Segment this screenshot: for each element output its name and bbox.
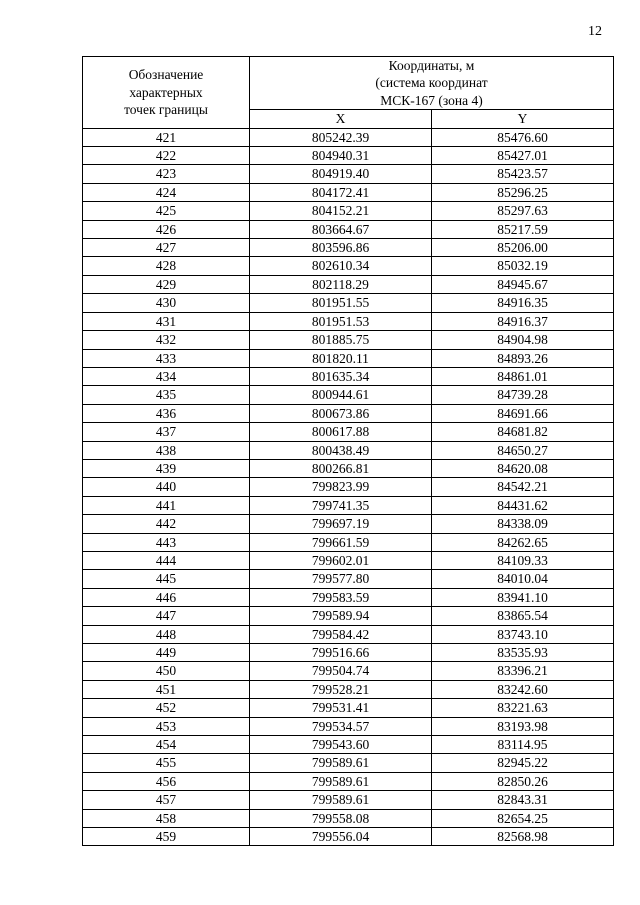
x-coordinate-cell: 801820.11 bbox=[250, 349, 432, 367]
point-id-cell: 448 bbox=[83, 625, 250, 643]
y-coordinate-cell: 84338.09 bbox=[432, 515, 614, 533]
x-coordinate-cell: 799602.01 bbox=[250, 551, 432, 569]
table-row bbox=[83, 662, 614, 680]
x-coordinate-cell: 800438.49 bbox=[250, 441, 432, 459]
point-id-cell: 442 bbox=[83, 515, 250, 533]
x-coordinate-cell: 800673.86 bbox=[250, 404, 432, 422]
point-id-cell: 458 bbox=[83, 809, 250, 827]
point-id-cell: 449 bbox=[83, 644, 250, 662]
point-id-cell: 436 bbox=[83, 404, 250, 422]
point-id-cell: 438 bbox=[83, 441, 250, 459]
y-column-header: Y bbox=[432, 110, 614, 128]
x-coordinate-cell: 799589.94 bbox=[250, 607, 432, 625]
y-coordinate-cell: 84620.08 bbox=[432, 459, 614, 477]
coordinates-title-line: МСК-167 (зона 4) bbox=[380, 92, 483, 108]
y-coordinate-cell: 84691.66 bbox=[432, 404, 614, 422]
x-coordinate-cell: 799528.21 bbox=[250, 680, 432, 698]
x-coordinate-cell: 799589.61 bbox=[250, 772, 432, 790]
point-id-cell: 452 bbox=[83, 699, 250, 717]
y-coordinate-cell: 84739.28 bbox=[432, 386, 614, 404]
y-coordinate-cell: 83221.63 bbox=[432, 699, 614, 717]
y-coordinate-cell: 82568.98 bbox=[432, 828, 614, 846]
y-coordinate-cell: 83396.21 bbox=[432, 662, 614, 680]
y-coordinate-cell: 84010.04 bbox=[432, 570, 614, 588]
table-row bbox=[83, 202, 614, 220]
point-id-cell: 440 bbox=[83, 478, 250, 496]
point-id-cell: 451 bbox=[83, 680, 250, 698]
y-coordinate-cell: 85297.63 bbox=[432, 202, 614, 220]
table-row bbox=[83, 533, 614, 551]
y-coordinate-cell: 84904.98 bbox=[432, 331, 614, 349]
table-row bbox=[83, 588, 614, 606]
point-id-cell: 424 bbox=[83, 183, 250, 201]
point-id-cell: 431 bbox=[83, 312, 250, 330]
table-row bbox=[83, 551, 614, 569]
table-header bbox=[83, 57, 614, 129]
point-id-cell: 441 bbox=[83, 496, 250, 514]
x-coordinate-cell: 799661.59 bbox=[250, 533, 432, 551]
table-row bbox=[83, 165, 614, 183]
table-row bbox=[83, 312, 614, 330]
x-coordinate-cell: 802610.34 bbox=[250, 257, 432, 275]
table-row bbox=[83, 809, 614, 827]
table-row bbox=[83, 515, 614, 533]
table-row bbox=[83, 294, 614, 312]
point-label-header bbox=[83, 57, 250, 129]
point-id-cell: 444 bbox=[83, 551, 250, 569]
x-coordinate-cell: 799584.42 bbox=[250, 625, 432, 643]
y-coordinate-cell: 84431.62 bbox=[432, 496, 614, 514]
point-id-cell: 435 bbox=[83, 386, 250, 404]
y-coordinate-cell: 84262.65 bbox=[432, 533, 614, 551]
point-id-cell: 437 bbox=[83, 423, 250, 441]
table-row bbox=[83, 128, 614, 146]
y-coordinate-cell: 83743.10 bbox=[432, 625, 614, 643]
y-coordinate-cell: 85032.19 bbox=[432, 257, 614, 275]
point-label-line: характерных bbox=[129, 84, 203, 100]
coordinates-title-line: (система координат bbox=[375, 75, 488, 91]
table-row bbox=[83, 644, 614, 662]
x-coordinate-cell: 799556.04 bbox=[250, 828, 432, 846]
point-label-line: точек границы bbox=[124, 102, 208, 118]
point-id-cell: 422 bbox=[83, 147, 250, 165]
point-id-cell: 439 bbox=[83, 459, 250, 477]
point-id-cell: 454 bbox=[83, 736, 250, 754]
y-coordinate-cell: 85206.00 bbox=[432, 239, 614, 257]
y-coordinate-cell: 84542.21 bbox=[432, 478, 614, 496]
coordinates-header bbox=[250, 57, 614, 110]
x-coordinate-cell: 803596.86 bbox=[250, 239, 432, 257]
y-coordinate-cell: 85427.01 bbox=[432, 147, 614, 165]
table-row bbox=[83, 349, 614, 367]
x-coordinate-cell: 799531.41 bbox=[250, 699, 432, 717]
y-coordinate-cell: 82850.26 bbox=[432, 772, 614, 790]
point-id-cell: 426 bbox=[83, 220, 250, 238]
x-coordinate-cell: 799823.99 bbox=[250, 478, 432, 496]
table-row bbox=[83, 791, 614, 809]
point-id-cell: 457 bbox=[83, 791, 250, 809]
table-row bbox=[83, 754, 614, 772]
point-id-cell: 450 bbox=[83, 662, 250, 680]
table-row bbox=[83, 367, 614, 385]
table-row bbox=[83, 717, 614, 735]
x-coordinate-cell: 799697.19 bbox=[250, 515, 432, 533]
table-row bbox=[83, 183, 614, 201]
point-id-cell: 446 bbox=[83, 588, 250, 606]
y-coordinate-cell: 83193.98 bbox=[432, 717, 614, 735]
x-coordinate-cell: 800266.81 bbox=[250, 459, 432, 477]
table-row bbox=[83, 331, 614, 349]
point-id-cell: 456 bbox=[83, 772, 250, 790]
x-coordinate-cell: 802118.29 bbox=[250, 275, 432, 293]
point-id-cell: 432 bbox=[83, 331, 250, 349]
point-id-cell: 421 bbox=[83, 128, 250, 146]
table-body bbox=[83, 128, 614, 846]
x-coordinate-cell: 799516.66 bbox=[250, 644, 432, 662]
point-id-cell: 429 bbox=[83, 275, 250, 293]
x-coordinate-cell: 800617.88 bbox=[250, 423, 432, 441]
point-id-cell: 428 bbox=[83, 257, 250, 275]
x-column-header: X bbox=[250, 110, 432, 128]
y-coordinate-cell: 84945.67 bbox=[432, 275, 614, 293]
table-row bbox=[83, 423, 614, 441]
y-coordinate-cell: 84893.26 bbox=[432, 349, 614, 367]
x-coordinate-cell: 800944.61 bbox=[250, 386, 432, 404]
point-label-line: Обозначение bbox=[128, 67, 204, 83]
page-number: 12 bbox=[588, 24, 602, 39]
point-id-cell: 433 bbox=[83, 349, 250, 367]
x-coordinate-cell: 799534.57 bbox=[250, 717, 432, 735]
y-coordinate-cell: 85476.60 bbox=[432, 128, 614, 146]
point-id-cell: 453 bbox=[83, 717, 250, 735]
x-coordinate-cell: 799504.74 bbox=[250, 662, 432, 680]
table-row bbox=[83, 404, 614, 422]
y-coordinate-cell: 83941.10 bbox=[432, 588, 614, 606]
table-row bbox=[83, 828, 614, 846]
point-id-cell: 425 bbox=[83, 202, 250, 220]
x-coordinate-cell: 804919.40 bbox=[250, 165, 432, 183]
x-coordinate-cell: 799558.08 bbox=[250, 809, 432, 827]
y-coordinate-cell: 84916.37 bbox=[432, 312, 614, 330]
coordinates-title-line: Координаты, м bbox=[388, 58, 475, 73]
table-row bbox=[83, 570, 614, 588]
x-coordinate-cell: 801635.34 bbox=[250, 367, 432, 385]
point-id-cell: 455 bbox=[83, 754, 250, 772]
table-row bbox=[83, 496, 614, 514]
point-id-cell: 430 bbox=[83, 294, 250, 312]
point-id-cell: 443 bbox=[83, 533, 250, 551]
table-row bbox=[83, 772, 614, 790]
y-coordinate-cell: 82654.25 bbox=[432, 809, 614, 827]
table-row bbox=[83, 147, 614, 165]
table-row bbox=[83, 239, 614, 257]
table-row bbox=[83, 607, 614, 625]
point-id-cell: 427 bbox=[83, 239, 250, 257]
y-coordinate-cell: 83865.54 bbox=[432, 607, 614, 625]
y-coordinate-cell: 83535.93 bbox=[432, 644, 614, 662]
y-coordinate-cell: 82843.31 bbox=[432, 791, 614, 809]
y-coordinate-cell: 84916.35 bbox=[432, 294, 614, 312]
table-row bbox=[83, 680, 614, 698]
point-id-cell: 423 bbox=[83, 165, 250, 183]
y-coordinate-cell: 83114.95 bbox=[432, 736, 614, 754]
x-coordinate-cell: 799583.59 bbox=[250, 588, 432, 606]
x-coordinate-cell: 799589.61 bbox=[250, 791, 432, 809]
table-row bbox=[83, 736, 614, 754]
y-coordinate-cell: 84650.27 bbox=[432, 441, 614, 459]
table-row bbox=[83, 459, 614, 477]
x-coordinate-cell: 799543.60 bbox=[250, 736, 432, 754]
boundary-points-table bbox=[82, 56, 614, 846]
x-coordinate-cell: 799577.80 bbox=[250, 570, 432, 588]
point-id-cell: 434 bbox=[83, 367, 250, 385]
x-coordinate-cell: 803664.67 bbox=[250, 220, 432, 238]
y-coordinate-cell: 85217.59 bbox=[432, 220, 614, 238]
x-coordinate-cell: 801951.53 bbox=[250, 312, 432, 330]
y-coordinate-cell: 85296.25 bbox=[432, 183, 614, 201]
x-coordinate-cell: 801951.55 bbox=[250, 294, 432, 312]
x-coordinate-cell: 799589.61 bbox=[250, 754, 432, 772]
x-coordinate-cell: 805242.39 bbox=[250, 128, 432, 146]
table-row bbox=[83, 257, 614, 275]
y-coordinate-cell: 84109.33 bbox=[432, 551, 614, 569]
y-coordinate-cell: 85423.57 bbox=[432, 165, 614, 183]
table-row bbox=[83, 625, 614, 643]
y-coordinate-cell: 84681.82 bbox=[432, 423, 614, 441]
point-id-cell: 445 bbox=[83, 570, 250, 588]
table-row bbox=[83, 386, 614, 404]
table-row bbox=[83, 441, 614, 459]
point-id-cell: 459 bbox=[83, 828, 250, 846]
x-coordinate-cell: 804152.21 bbox=[250, 202, 432, 220]
x-coordinate-cell: 801885.75 bbox=[250, 331, 432, 349]
table-row bbox=[83, 275, 614, 293]
table-row bbox=[83, 478, 614, 496]
y-coordinate-cell: 82945.22 bbox=[432, 754, 614, 772]
header-row-top bbox=[83, 57, 614, 110]
x-coordinate-cell: 804172.41 bbox=[250, 183, 432, 201]
x-coordinate-cell: 804940.31 bbox=[250, 147, 432, 165]
x-coordinate-cell: 799741.35 bbox=[250, 496, 432, 514]
point-id-cell: 447 bbox=[83, 607, 250, 625]
y-coordinate-cell: 83242.60 bbox=[432, 680, 614, 698]
table-row bbox=[83, 699, 614, 717]
y-coordinate-cell: 84861.01 bbox=[432, 367, 614, 385]
table-row bbox=[83, 220, 614, 238]
